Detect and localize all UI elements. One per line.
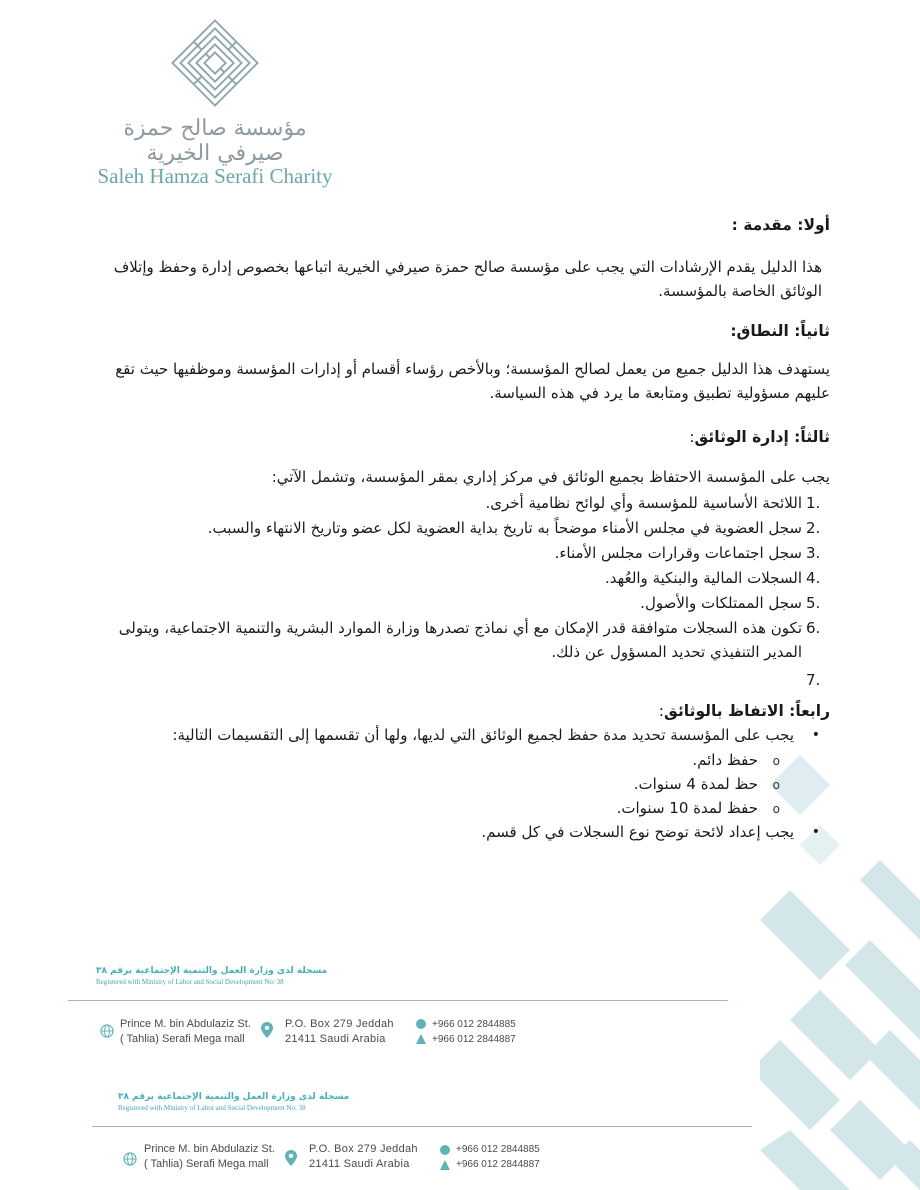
list-item bbox=[110, 541, 830, 565]
list-number: 4. bbox=[806, 569, 821, 587]
list-item bbox=[110, 772, 794, 796]
list-item-text: يجب على المؤسسة تحديد مدة حفظ لجميع الوثائق التي لديها، ولها أن تقسمها إلى التقسيمات التالية: bbox=[172, 726, 794, 744]
pobox-line-1: P.O. Box 279 Jeddah bbox=[309, 1143, 418, 1155]
footer-divider bbox=[92, 1126, 752, 1127]
address-line-1: Prince M. bin Abdulaziz St. bbox=[144, 1143, 275, 1155]
list-item-text: تكون هذه السجلات متوافقة قدر الإمكان مع أي نماذج تصدرها وزارة الموارد البشرية والتنمية الاجتماعية، ويتولى المدير التنفيذي تحديد المسؤول عن ذلك. bbox=[118, 619, 802, 661]
list-item bbox=[110, 820, 830, 845]
heading-documents-title: ثالثاً: إدارة الوثائق bbox=[694, 428, 830, 446]
list-item-text: يجب إعداد لائحة توضح نوع السجلات في كل قسم. bbox=[481, 823, 794, 841]
location-pin-icon bbox=[285, 1150, 297, 1166]
phone-icon bbox=[416, 1019, 426, 1029]
logo-english-name: Saleh Hamza Serafi Charity bbox=[97, 164, 333, 188]
list-number: 6. bbox=[806, 619, 821, 637]
footer-secondary bbox=[0, 1090, 920, 1185]
phone-fax-block bbox=[456, 1142, 540, 1172]
registration-note bbox=[118, 1092, 349, 1114]
list-item bbox=[110, 566, 830, 590]
pobox-line-2: 21411 Saudi Arabia bbox=[285, 1033, 386, 1045]
bullet-icon: • bbox=[811, 824, 820, 840]
list-item-text: حفظ دائم. bbox=[692, 751, 758, 769]
globe-icon bbox=[123, 1152, 137, 1166]
fax-icon bbox=[416, 1034, 426, 1044]
documents-list bbox=[110, 491, 830, 693]
registration-english: Registered with Ministry of Labor and Social Development No: 38 bbox=[96, 978, 284, 986]
heading-retention bbox=[659, 699, 830, 723]
globe-icon bbox=[100, 1024, 114, 1038]
list-number: 2. bbox=[806, 519, 821, 537]
list-number: 7. bbox=[806, 671, 821, 689]
registration-note bbox=[96, 966, 327, 988]
phone-number: +966 012 2844885 bbox=[456, 1144, 540, 1155]
list-item-text: سجل اجتماعات وقرارات مجلس الأمناء. bbox=[554, 544, 802, 562]
address-line-2: ( Tahlia) Serafi Mega mall bbox=[120, 1033, 245, 1045]
list-item bbox=[110, 796, 794, 820]
heading-retention-title: رابعاً: الاتفاظ بالوثائق bbox=[664, 702, 830, 720]
list-item-text: حظ لمدة 4 سنوات. bbox=[633, 775, 758, 793]
documents-intro: يجب على المؤسسة الاحتفاظ بجميع الوثائق في مركز إداري بمقر المؤسسة، وتشمل الآتي: bbox=[271, 468, 830, 486]
footer-primary bbox=[0, 962, 920, 1052]
list-item bbox=[110, 516, 830, 540]
list-number: 5. bbox=[806, 594, 821, 612]
bullet-icon: • bbox=[811, 727, 820, 743]
list-item bbox=[110, 591, 830, 615]
circle-bullet-icon: o bbox=[772, 802, 780, 816]
registration-arabic: مسجلة لدى وزارة العمل والتنمية الإجتماعية برقم ٣٨ bbox=[96, 966, 328, 976]
retention-sublist bbox=[110, 748, 794, 820]
circle-bullet-icon: o bbox=[772, 778, 780, 792]
pobox-block bbox=[309, 1142, 418, 1172]
registration-english: Registered with Ministry of Labor and Social Development No: 38 bbox=[118, 1104, 306, 1112]
list-item bbox=[110, 668, 830, 692]
list-item bbox=[110, 491, 830, 515]
heading-documents-colon: : bbox=[689, 428, 695, 446]
list-item-text: السجلات المالية والبنكية والعُهد. bbox=[605, 569, 802, 587]
list-number: 1. bbox=[806, 494, 821, 512]
logo-arabic-name: مؤسسة صالح حمزة صيرفي الخيرية bbox=[123, 116, 307, 166]
list-item bbox=[110, 748, 794, 772]
fax-number: +966 012 2844887 bbox=[456, 1159, 540, 1170]
location-pin-icon bbox=[261, 1022, 273, 1038]
heading-retention-colon: : bbox=[658, 702, 665, 720]
list-item-text: حفظ لمدة 10 سنوات. bbox=[616, 799, 758, 817]
heading-intro: أولا: مقدمة : bbox=[731, 216, 830, 234]
phone-fax-block bbox=[432, 1017, 516, 1047]
address-block bbox=[120, 1017, 251, 1047]
intro-paragraph: هذا الدليل يقدم الإرشادات التي يجب على مؤسسة صالح حمزة صيرفي الخيرية اتباعها بخصوص إدارة وحفظ وإتلاف الوثائق الخاصة بالمؤسسة. bbox=[113, 258, 822, 300]
list-item bbox=[110, 616, 830, 664]
address-line-1: Prince M. bin Abdulaziz St. bbox=[120, 1018, 251, 1030]
address-line-2: ( Tahlia) Serafi Mega mall bbox=[144, 1158, 269, 1170]
list-item-text: اللائحة الأساسية للمؤسسة وأي لوائح نظامية أخرى. bbox=[485, 494, 802, 512]
phone-number: +966 012 2844885 bbox=[432, 1019, 516, 1030]
kufic-square-logo-icon bbox=[168, 16, 262, 110]
footer-divider bbox=[68, 1000, 728, 1001]
address-block bbox=[144, 1142, 275, 1172]
charity-logo bbox=[90, 16, 340, 186]
heading-documents bbox=[689, 425, 830, 449]
fax-number: +966 012 2844887 bbox=[432, 1034, 516, 1045]
retention-list bbox=[110, 723, 830, 845]
pobox-block bbox=[285, 1017, 394, 1047]
list-item-text: سجل الممتلكات والأصول. bbox=[640, 594, 802, 612]
list-number: 3. bbox=[806, 544, 821, 562]
scope-paragraph: يستهدف هذا الدليل جميع من يعمل لصالح المؤسسة؛ وبالأخص رؤساء أقسام أو إدارات المؤسسة وموظفيها حيث تقع عليهم مسؤولية تطبيق ومتابعة ما يرد في هذه السياسة. bbox=[115, 360, 830, 402]
fax-icon bbox=[440, 1160, 450, 1170]
registration-arabic: مسجلة لدى وزارة العمل والتنمية الإجتماعية برقم ٣٨ bbox=[118, 1092, 350, 1102]
heading-scope: ثانياً: النطاق: bbox=[730, 322, 830, 340]
list-item-text: سجل العضوية في مجلس الأمناء موضحاً به تاريخ بداية العضوية لكل عضو وتاريخ الانتهاء والسبب. bbox=[207, 519, 802, 537]
circle-bullet-icon: o bbox=[772, 754, 780, 768]
phone-icon bbox=[440, 1145, 450, 1155]
pobox-line-2: 21411 Saudi Arabia bbox=[309, 1158, 410, 1170]
list-item bbox=[110, 723, 830, 820]
pobox-line-1: P.O. Box 279 Jeddah bbox=[285, 1018, 394, 1030]
